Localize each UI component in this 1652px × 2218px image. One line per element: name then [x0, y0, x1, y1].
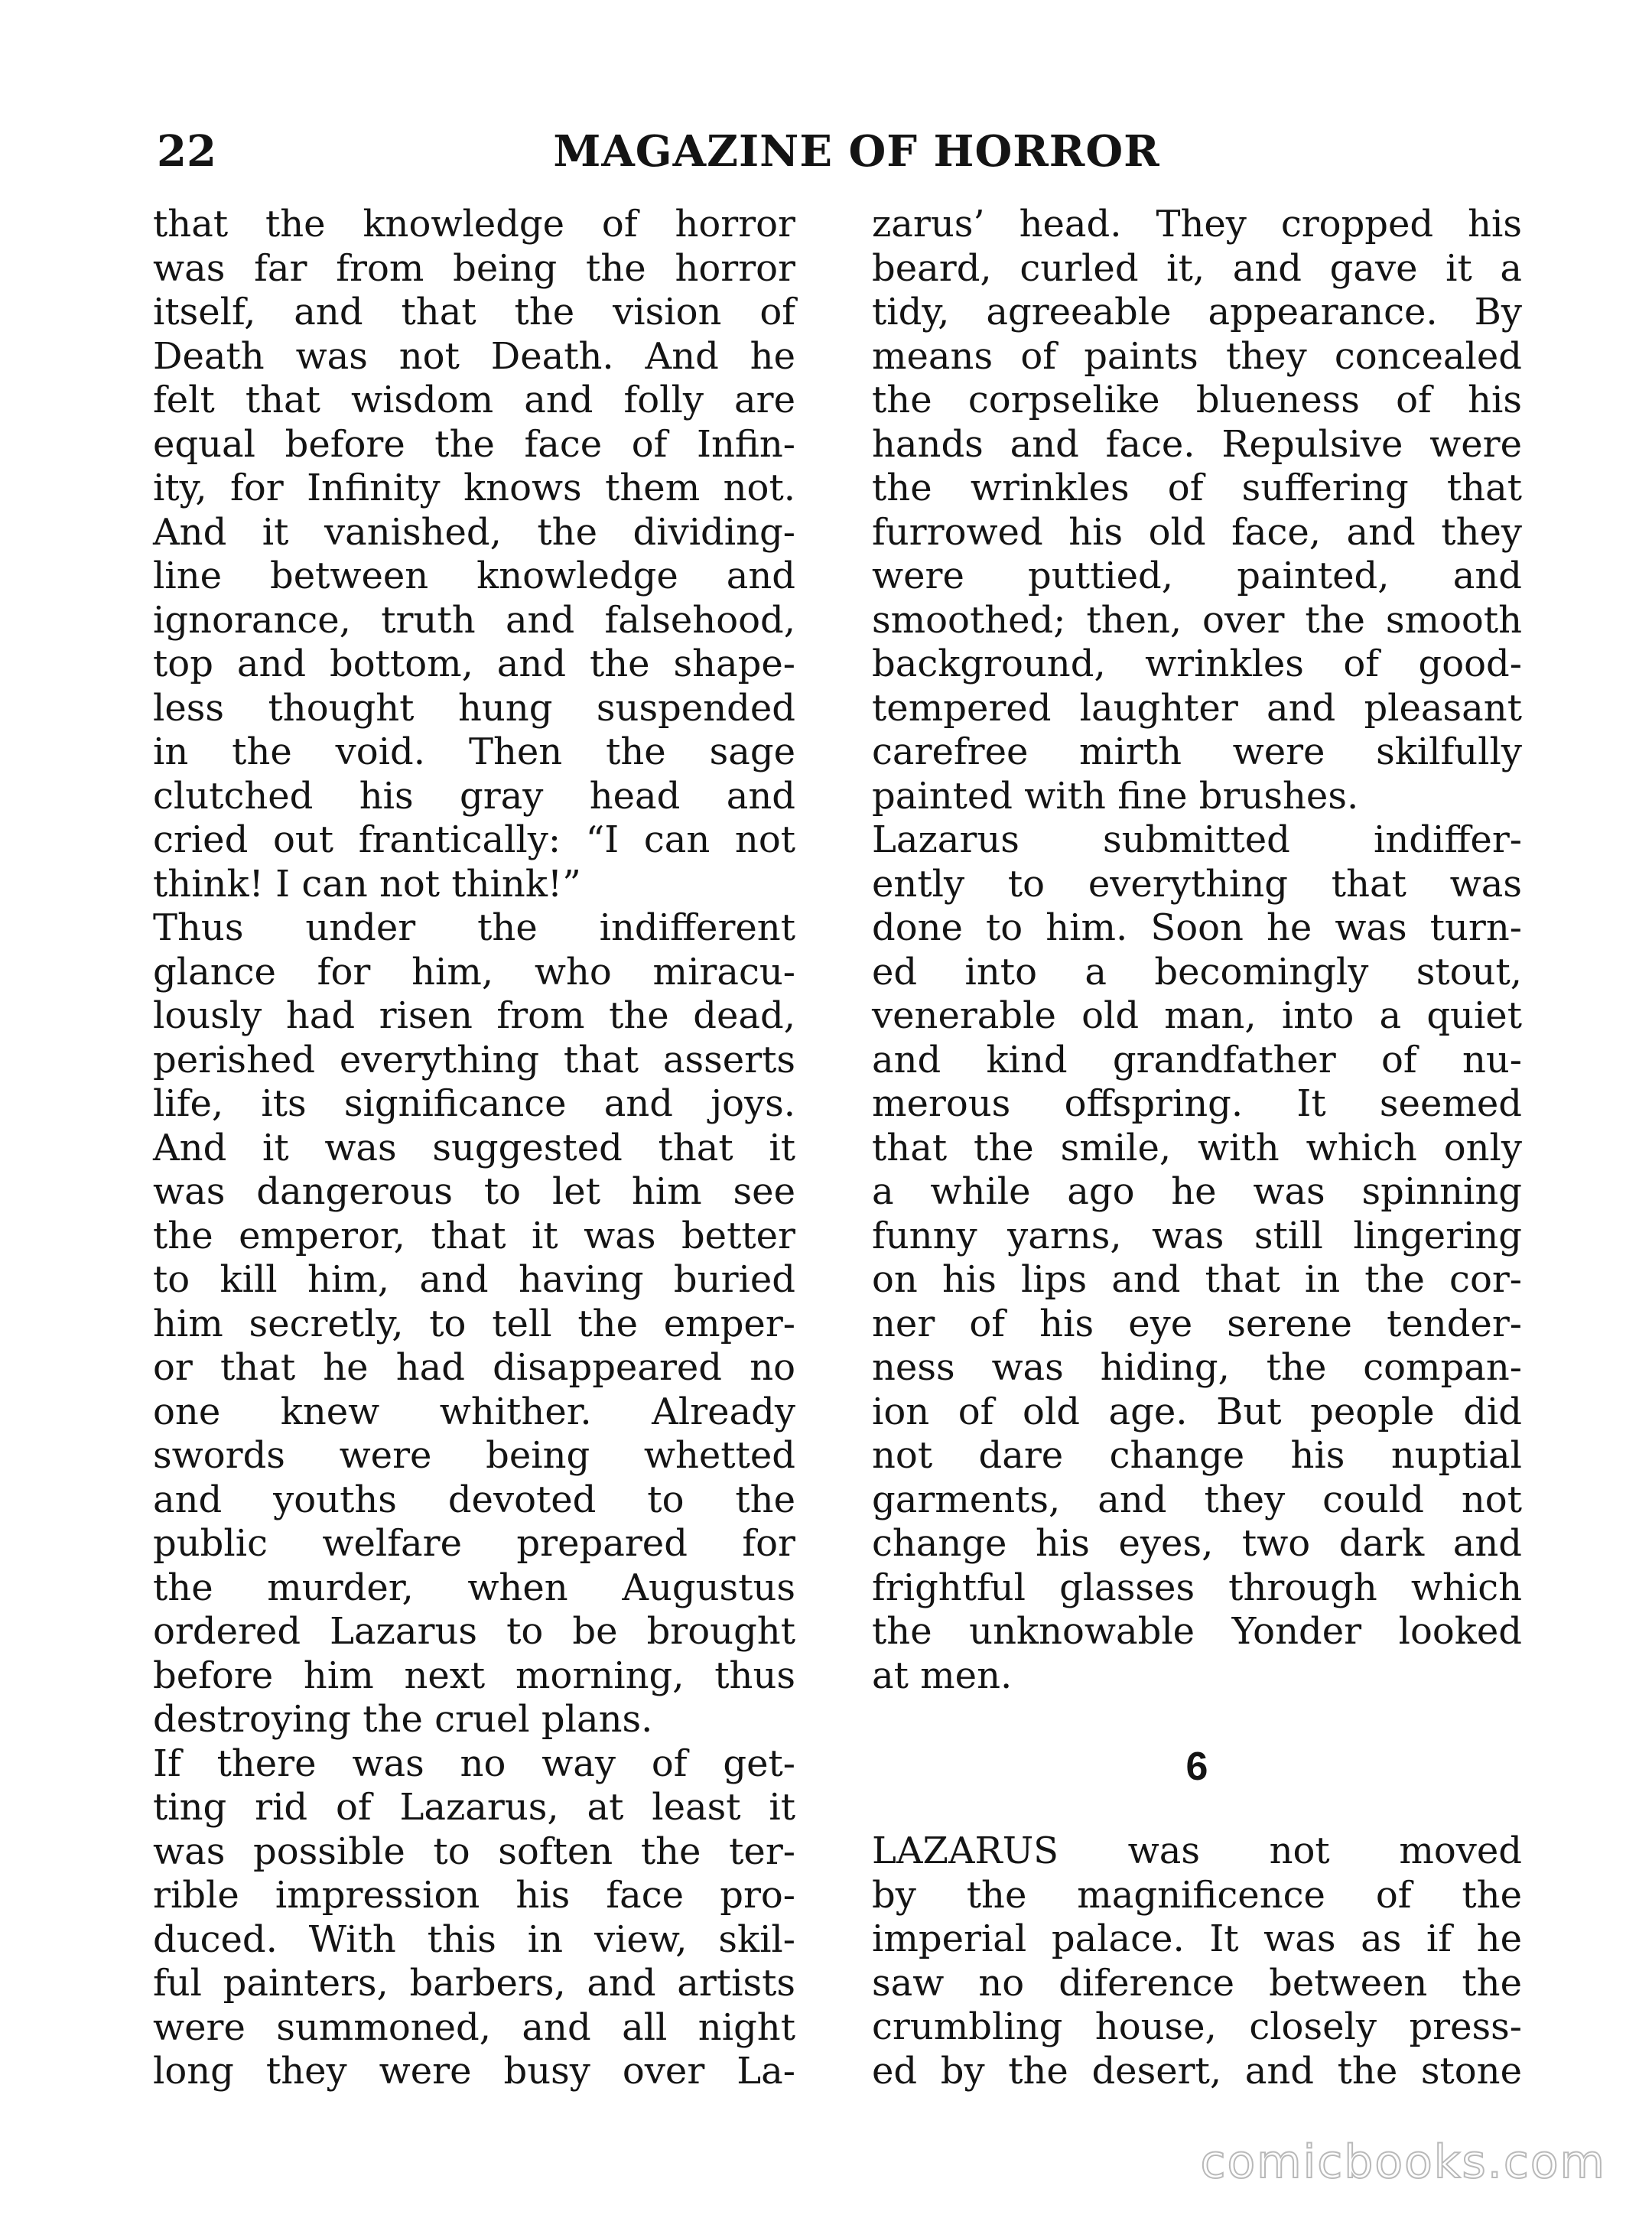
text-line: to kill him, and having buried [153, 1258, 795, 1301]
text-line: were puttied, painted, and [872, 554, 1522, 597]
text-line: that the smile, with which only [872, 1126, 1522, 1169]
text-line: furrowed his old face, and they [872, 510, 1522, 554]
text-line: destroying the cruel plans. [153, 1698, 653, 1741]
text-line: top and bottom, and the shape- [153, 642, 795, 685]
right-column-section-6 [872, 1829, 1522, 2093]
text-line: merous offspring. It seemed [872, 1082, 1522, 1125]
page-number: 22 [157, 126, 216, 177]
text-line: ently to everything that was [872, 862, 1522, 906]
running-head: MAGAZINE OF HORROR [553, 126, 1160, 177]
text-line: rible impression his face pro- [153, 1874, 795, 1917]
text-line: tidy, agreeable appearance. By [872, 291, 1522, 333]
text-line: the emperor, that it was better [153, 1214, 795, 1257]
text-line: ting rid of Lazarus, at least it [153, 1786, 795, 1829]
text-line: ity, for Infinity knows them not. [153, 467, 795, 509]
text-line: or that he had disappeared no [153, 1346, 795, 1389]
text-line: tempered laughter and pleasant [872, 686, 1522, 730]
watermark-logo: comicbooks.com [1200, 2135, 1606, 2189]
text-line: before him next morning, thus [153, 1654, 795, 1697]
text-line: line between knowledge and [153, 554, 795, 597]
text-line: LAZARUS was not moved [872, 1829, 1522, 1872]
text-line: a while ago he was spinning [872, 1170, 1522, 1213]
text-line: imperial palace. It was as if he [872, 1917, 1522, 1960]
text-line: crumbling house, closely press- [872, 2005, 1522, 2048]
page-header [157, 121, 1526, 182]
text-line: saw no diference between the [872, 1961, 1522, 2005]
text-line: change his eyes, two dark and [872, 1522, 1522, 1565]
text-line: glance for him, who miracu- [153, 950, 795, 994]
text-line: done to him. Soon he was turn- [872, 906, 1522, 949]
text-line: zarus’ head. They cropped his [872, 203, 1522, 246]
text-line: think! I can not think!” [153, 862, 581, 906]
section-number: 6 [1185, 1745, 1208, 1789]
text-line: hands and face. Repulsive were [872, 422, 1522, 466]
text-line: means of paints they concealed [872, 334, 1522, 378]
text-line: ion of old age. But people did [872, 1390, 1522, 1433]
text-line: one knew whither. Already [153, 1390, 795, 1433]
text-line: If there was no way of get- [153, 1742, 795, 1785]
text-line: long they were busy over La- [153, 2050, 795, 2093]
text-line: the unknowable Yonder looked [872, 1610, 1522, 1653]
text-line: painted with fine brushes. [872, 774, 1359, 818]
text-line: ner of his eye serene tender- [872, 1302, 1522, 1345]
text-line: ness was hiding, the compan- [872, 1346, 1522, 1389]
text-line: funny yarns, was still lingering [872, 1214, 1522, 1257]
text-line: And it vanished, the dividing- [153, 510, 795, 554]
text-line: garments, and they could not [872, 1478, 1522, 1521]
text-line: was dangerous to let him see [153, 1170, 795, 1213]
text-line: ed into a becomingly stout, [872, 950, 1522, 994]
text-line: perished everything that asserts [153, 1038, 795, 1081]
text-line: were summoned, and all night [153, 2005, 795, 2049]
text-line: beard, curled it, and gave it a [872, 246, 1522, 290]
text-line: itself, and that the vision of [153, 291, 795, 333]
text-line: that the knowledge of horror [153, 203, 795, 246]
text-line: smoothed; then, over the smooth [872, 598, 1522, 642]
text-line: Death was not Death. And he [153, 334, 795, 378]
text-line: background, wrinkles of good- [872, 642, 1522, 685]
text-line: and kind grandfather of nu- [872, 1038, 1522, 1081]
text-line: in the void. Then the sage [153, 730, 795, 773]
text-line: at men. [872, 1654, 1013, 1697]
text-line: venerable old man, into a quiet [872, 994, 1522, 1037]
text-line: equal before the face of Infin- [153, 422, 795, 466]
text-line: not dare change his nuptial [872, 1434, 1522, 1477]
text-line: less thought hung suspended [153, 686, 795, 730]
text-line: him secretly, to tell the emper- [153, 1302, 795, 1345]
text-line: and youths devoted to the [153, 1478, 795, 1521]
text-line: the murder, when Augustus [153, 1566, 795, 1609]
right-column [872, 203, 1522, 1698]
text-line: the wrinkles of suffering that [872, 467, 1522, 509]
text-line: ed by the desert, and the stone [872, 2049, 1522, 2093]
text-line: the corpselike blueness of his [872, 379, 1522, 421]
text-line: Lazarus submitted indiffer- [872, 818, 1522, 861]
text-line: Thus under the indifferent [153, 906, 795, 949]
text-line: swords were being whetted [153, 1434, 795, 1477]
text-line: ful painters, barbers, and artists [153, 1962, 795, 2005]
text-line: frightful glasses through which [872, 1566, 1522, 1609]
text-line: lously had risen from the dead, [153, 994, 795, 1037]
text-line: And it was suggested that it [153, 1126, 795, 1169]
text-line: was possible to soften the ter- [153, 1829, 795, 1873]
text-line: public welfare prepared for [153, 1522, 795, 1565]
text-line: ordered Lazarus to be brought [153, 1610, 795, 1653]
text-line: life, its significance and joys. [153, 1082, 795, 1125]
text-line: ignorance, truth and falsehood, [153, 598, 795, 642]
text-line: duced. With this in view, skil- [153, 1917, 795, 1961]
text-line: was far from being the horror [153, 246, 795, 290]
text-line: carefree mirth were skilfully [872, 730, 1522, 773]
text-line: on his lips and that in the cor- [872, 1258, 1522, 1301]
text-line: by the magnificence of the [872, 1873, 1522, 1917]
text-line: clutched his gray head and [153, 774, 795, 818]
left-column [153, 203, 795, 2094]
text-line: cried out frantically: “I can not [153, 818, 795, 861]
text-line: felt that wisdom and folly are [153, 379, 795, 421]
